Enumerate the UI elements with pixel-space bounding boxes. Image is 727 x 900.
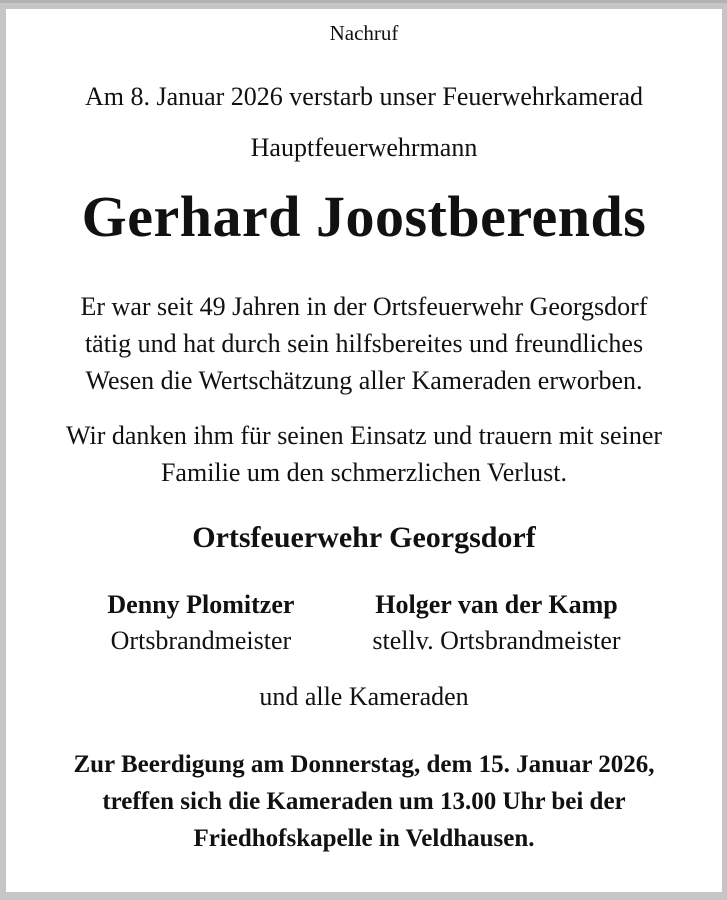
signatory-name: Denny Plomitzer <box>107 590 295 619</box>
funeral-line-1: Zur Beerdigung am Donnerstag, dem 15. Januar 2026, <box>73 751 655 778</box>
gratitude-paragraph <box>6 417 722 491</box>
funeral-line-3: Friedhofskapelle in Veldhausen. <box>193 825 535 852</box>
deceased-name: Gerhard Joostberends <box>81 184 647 249</box>
signatories-row <box>6 588 722 660</box>
signatory-right <box>372 588 620 660</box>
notice-type-label: Nachruf <box>329 21 399 45</box>
signatory-title: Ortsbrandmeister <box>110 626 292 655</box>
organization-name: Ortsfeuerwehr Georgsdorf <box>192 521 536 554</box>
tribute-line-2: tätig und hat durch sein hilfsbereites und freundliches <box>84 329 644 358</box>
frame-top-shade <box>0 0 727 3</box>
tribute-paragraph <box>6 288 722 399</box>
death-announcement-line: Am 8. Januar 2026 verstarb unser Feuerwehrkamerad <box>84 82 644 111</box>
gratitude-line-1: Wir danken ihm für seinen Einsatz und trauern mit seiner <box>65 421 663 450</box>
gratitude-line-2: Familie um den schmerzlichen Verlust. <box>160 458 568 487</box>
funeral-line-2: treffen sich die Kameraden um 13.00 Uhr bei der <box>102 788 626 815</box>
signatory-left <box>107 588 294 660</box>
rank-line: Hauptfeuerwehrmann <box>250 133 478 162</box>
tribute-line-1: Er war seit 49 Jahren in der Ortsfeuerwehr Georgsdorf <box>80 292 648 321</box>
signatory-name: Holger van der Kamp <box>375 590 618 619</box>
tribute-line-3: Wesen die Wertschätzung aller Kameraden erworben. <box>85 366 643 395</box>
signatory-title: stellv. Ortsbrandmeister <box>372 626 621 655</box>
funeral-notice <box>6 746 722 857</box>
closing-line: und alle Kameraden <box>259 682 469 711</box>
obituary-card <box>6 9 722 892</box>
